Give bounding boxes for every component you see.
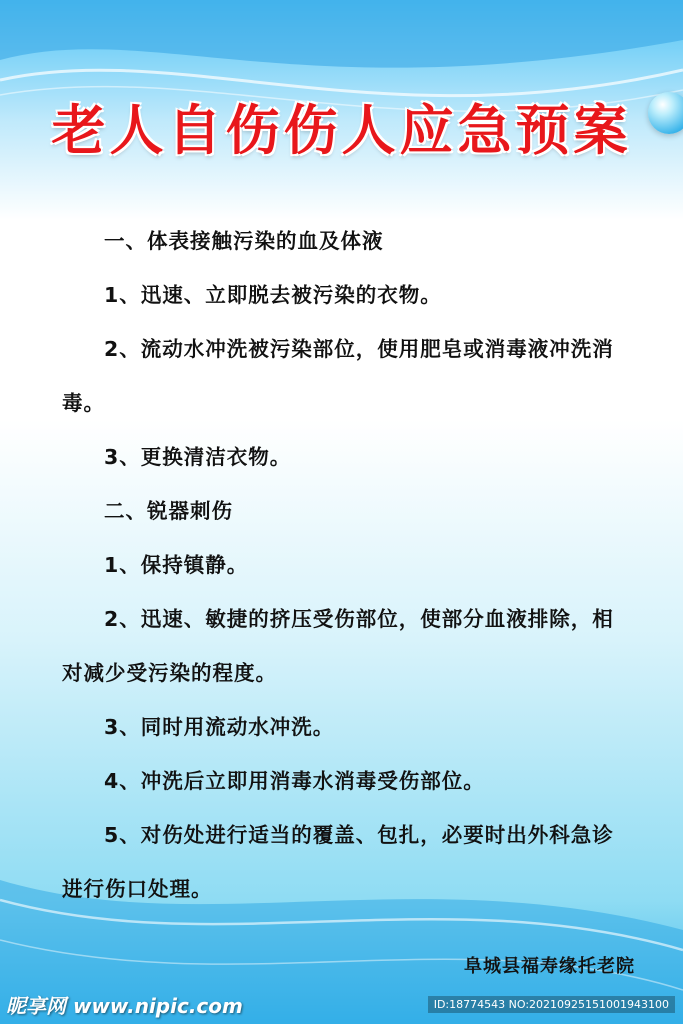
poster-title: 老人自伤伤人应急预案 (51, 99, 632, 162)
list-item: 3、更换清洁衣物。 (104, 445, 292, 469)
list-item: 3、同时用流动水冲洗。 (104, 715, 335, 739)
list-item: 1、保持镇静。 (104, 553, 249, 577)
list-item: 2、迅速、敏捷的挤压受伤部位，使部分血液排除，相对减少受污染的程度。 (62, 607, 614, 685)
section-heading: 二、锐器刺伤 (104, 499, 233, 523)
list-item: 1、迅速、立即脱去被污染的衣物。 (104, 283, 442, 307)
list-item: 4、冲洗后立即用消毒水消毒受伤部位。 (104, 769, 485, 793)
list-item: 5、对伤处进行适当的覆盖、包扎，必要时出外科急诊进行伤口处理。 (62, 823, 614, 901)
section-heading: 一、体表接触污染的血及体液 (104, 229, 384, 253)
watermark-id: ID:18774543 NO:20210925151001943100 (428, 996, 675, 1013)
poster-content (62, 214, 622, 916)
watermark-site: 昵享网 www.nipic.com (6, 994, 243, 1018)
organization-name: 阜城县福寿缘托老院 (464, 956, 635, 977)
list-item: 2、流动水冲洗被污染部位，使用肥皂或消毒液冲洗消毒。 (62, 337, 614, 415)
